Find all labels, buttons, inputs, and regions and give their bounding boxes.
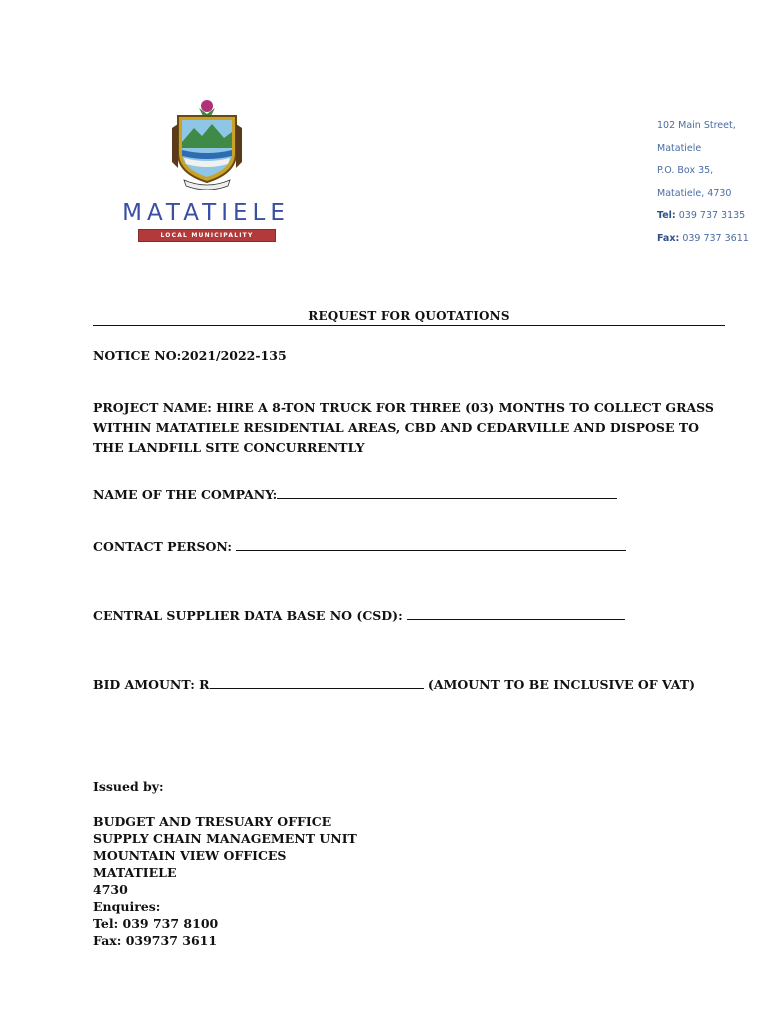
- company-field-row: [93, 487, 617, 502]
- issued-line: 4730: [93, 882, 128, 897]
- bid-field-row: [93, 677, 695, 692]
- bid-label: BID AMOUNT: R: [93, 677, 210, 692]
- contact-field-row: [93, 539, 626, 554]
- issued-line: BUDGET AND TRESUARY OFFICE: [93, 814, 332, 829]
- issued-line: MATATIELE: [93, 865, 177, 880]
- issued-line: MOUNTAIN VIEW OFFICES: [93, 848, 287, 863]
- contact-label: CONTACT PERSON:: [93, 539, 237, 554]
- logo-wordmark: MATATIELE: [122, 200, 290, 226]
- company-label: NAME OF THE COMPANY:: [93, 487, 278, 502]
- bid-blank-line[interactable]: [210, 678, 424, 689]
- issued-heading: Issued by:: [93, 779, 164, 794]
- fax-label: Fax:: [657, 232, 680, 244]
- bid-note: (AMOUNT TO BE INCLUSIVE OF VAT): [423, 677, 695, 692]
- company-blank-line[interactable]: [277, 488, 617, 499]
- tel-value: 039 737 3135: [678, 210, 746, 221]
- municipal-crest-logo: [168, 98, 246, 190]
- title-underline: [93, 325, 725, 326]
- address-street: 102 Main Street,: [657, 120, 736, 131]
- address-block: [657, 120, 749, 255]
- logo-subtitle-band: LOCAL MUNICIPALITY: [138, 229, 276, 242]
- document-title: REQUEST FOR QUOTATIONS: [308, 309, 510, 323]
- notice-number: NOTICE NO:2021/2022-135: [93, 348, 287, 363]
- csd-blank-line[interactable]: [407, 609, 625, 620]
- issued-line: Fax: 039737 3611: [93, 933, 218, 948]
- project-name: PROJECT NAME: HIRE A 8-TON TRUCK FOR THREE (03) MONTHS TO COLLECT GRASS WITHIN MATATIELE RESIDENTIAL AREAS, CBD AND CEDARVILLE AND DISPOSE TO THE LANDFILL SITE CONCURRENTLY: [93, 400, 714, 455]
- issued-line: Enquires:: [93, 899, 161, 914]
- address-town: Matatiele: [657, 142, 702, 154]
- address-fax: [657, 233, 749, 256]
- issued-line: SUPPLY CHAIN MANAGEMENT UNIT: [93, 831, 357, 846]
- address-town-code: Matatiele, 4730: [657, 187, 732, 199]
- address-po-box: P.O. Box 35,: [657, 165, 714, 176]
- issued-by-block: [93, 813, 357, 949]
- issued-line: Tel: 039 737 8100: [93, 916, 219, 931]
- csd-field-row: [93, 608, 625, 623]
- tel-label: Tel:: [657, 210, 676, 221]
- contact-blank-line[interactable]: [236, 540, 626, 551]
- fax-value: 039 737 3611: [682, 232, 749, 244]
- csd-label: CENTRAL SUPPLIER DATA BASE NO (CSD):: [93, 608, 408, 623]
- address-tel: [657, 210, 749, 233]
